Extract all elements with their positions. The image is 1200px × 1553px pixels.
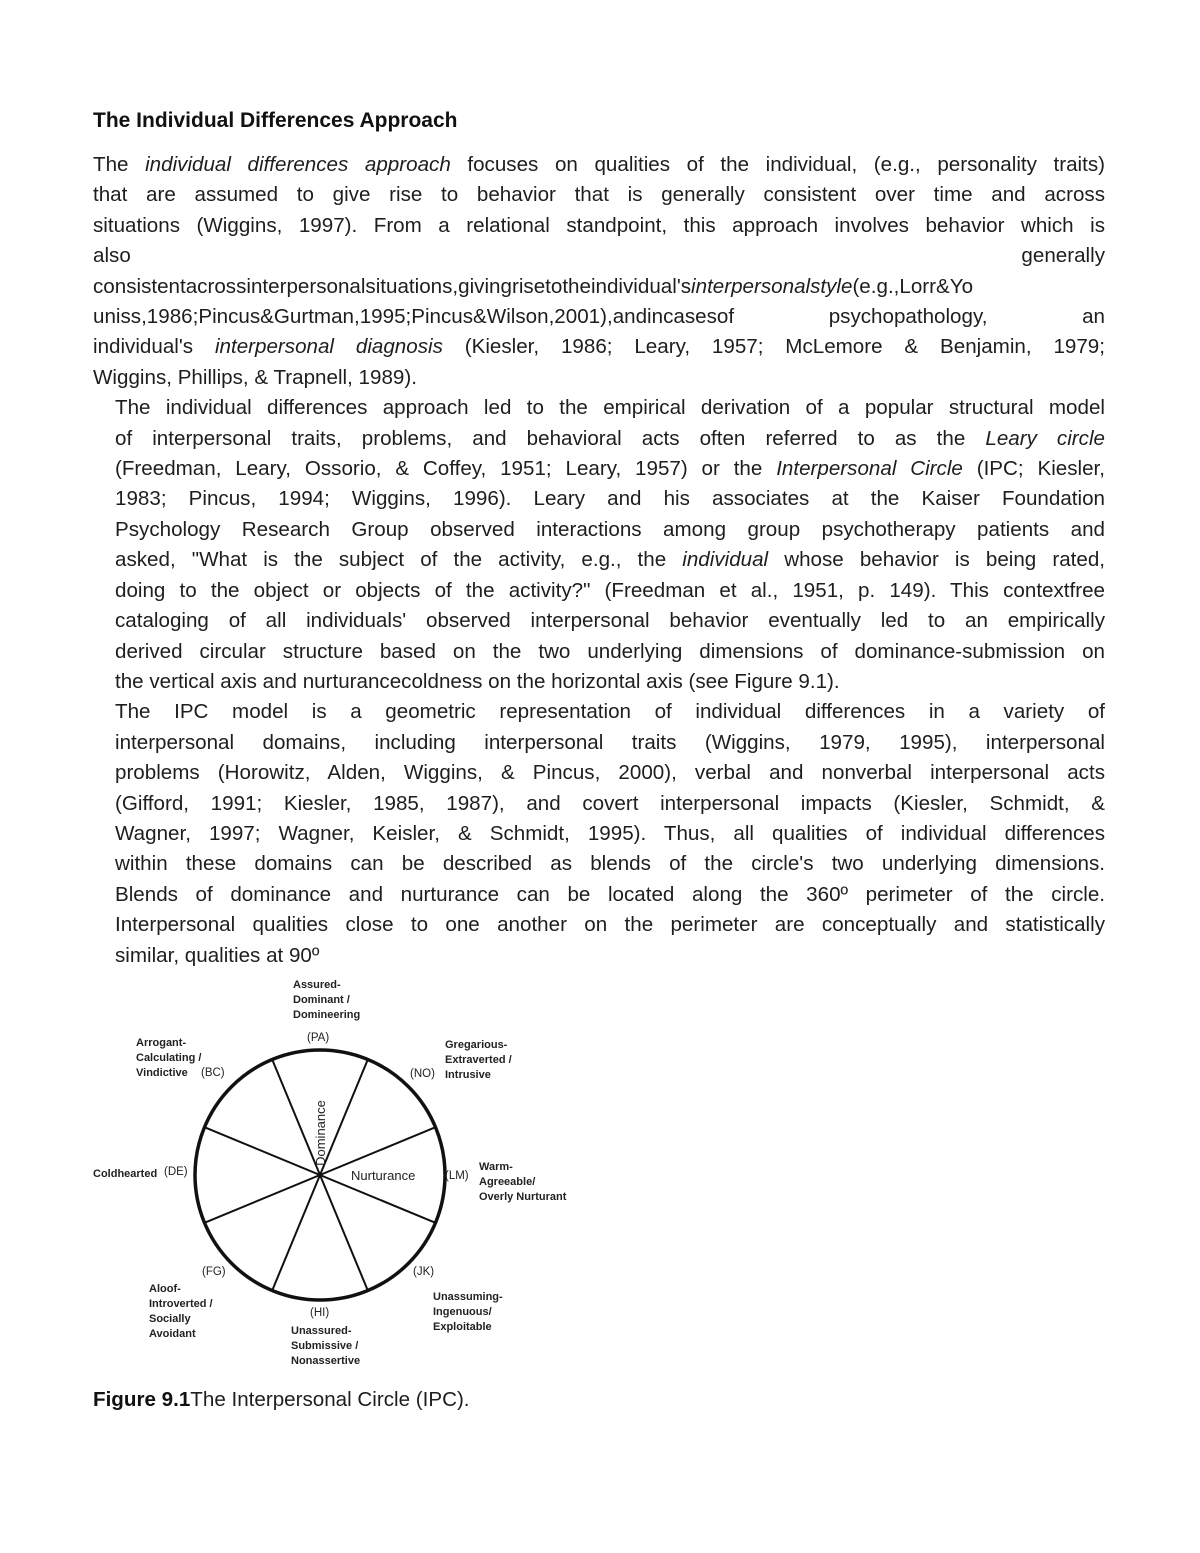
text-line: problems (Horowitz, Alden, Wiggins, & Pincus, 2000), verbal and nonverbal interpersonal acts	[115, 761, 1105, 785]
octant-label-jk: Unassuming- Ingenuous/ Exploitable	[433, 1291, 503, 1333]
octant-label-pa: Assured- Dominant / Domineering	[293, 979, 361, 1021]
octant-label-bc: Arrogant- Calculating / Vindictive	[136, 1037, 202, 1079]
octant-code-bc: (BC)	[201, 1067, 225, 1079]
octant-label-lm: Warm- Agreeable/ Overly Nurturant	[479, 1161, 567, 1203]
text-line: similar, qualities at 90º	[115, 943, 320, 967]
text-line: Psychology Research Group observed interactions among group psychotherapy patients and	[115, 517, 1105, 541]
octant-label-hi: Unassured- Submissive / Nonassertive	[291, 1325, 361, 1367]
text-line: Blends of dominance and nurturance can be located along the 360º perimeter of the circle.	[115, 882, 1105, 906]
text-line: (Gifford, 1991; Kiesler, 1985, 1987), and covert interpersonal impacts (Kiesler, Schmidt, &	[115, 791, 1105, 815]
figure-caption-text: The Interpersonal Circle (IPC).	[190, 1388, 470, 1411]
text-line: (Freedman, Leary, Ossorio, & Coffey, 1951; Leary, 1957) or the Interpersonal Circle (IPC; Kiesler,	[115, 457, 1106, 481]
octant-code-hi: (HI)	[310, 1307, 330, 1319]
text-line: Wiggins, Phillips, & Trapnell, 1989).	[93, 365, 417, 389]
text-line: Wagner, 1997; Wagner, Keisler, & Schmidt, 1995). Thus, all qualities of individual differences	[115, 821, 1105, 845]
axis-label-dominance: Dominance	[313, 1100, 328, 1166]
text-line: that are assumed to give rise to behavior that is generally consistent over time and across	[93, 183, 1105, 207]
octant-label-no: Gregarious- Extraverted / Intrusive	[445, 1039, 512, 1081]
paragraph-2	[93, 393, 1105, 697]
text-line: uniss,1986;Pincus&Gurtman,1995;Pincus&Wilson,2001),andincasesof psychopathology, an	[93, 305, 1105, 329]
text-line: doing to the object or objects of the activity?" (Freedman et al., 1951, p. 149). This contextfree	[115, 578, 1105, 602]
text-line: The individual differences approach focuses on qualities of the individual, (e.g., personality traits)	[93, 153, 1106, 176]
paragraph-1	[93, 150, 1105, 393]
text-line: cataloging of all individuals' observed interpersonal behavior eventually led to an empirically	[115, 609, 1105, 633]
figure-caption-label: Figure 9.1	[93, 1388, 191, 1411]
text-line: consistentacrossinterpersonalsituations,givingrisetotheindividual'sinterpersonalstyle(e.g.,Lorr&Yo	[93, 274, 974, 298]
paragraph-3	[93, 697, 1105, 971]
document-page	[93, 106, 1105, 971]
text-line: Interpersonal qualities close to one another on the perimeter are conceptually and statistically	[115, 913, 1105, 937]
figure-caption	[93, 1388, 470, 1412]
text-line: within these domains can be described as blends of the circle's two underlying dimensions.	[115, 852, 1105, 876]
octant-code-no: (NO)	[410, 1068, 435, 1080]
axis-label-nurturance: Nurturance	[351, 1168, 416, 1183]
text-line: also generally	[93, 244, 1105, 268]
text-line: derived circular structure based on the two underlying dimensions of dominance-submission on	[115, 639, 1105, 663]
octant-code-lm: (LM)	[445, 1170, 469, 1182]
octant-label-de: Coldhearted	[93, 1168, 158, 1180]
octant-code-de: (DE)	[164, 1166, 188, 1178]
text-line: individual's interpersonal diagnosis (Kiesler, 1986; Leary, 1957; McLemore & Benjamin, 1979;	[93, 335, 1105, 359]
text-line: asked, "What is the subject of the activity, e.g., the individual whose behavior is being rated,	[115, 548, 1105, 572]
text-line: interpersonal domains, including interpersonal traits (Wiggins, 1979, 1995), interpersonal	[115, 730, 1105, 754]
text-line: The IPC model is a geometric representation of individual differences in a variety of	[115, 700, 1105, 724]
text-line: situations (Wiggins, 1997). From a relational standpoint, this approach involves behavior which is	[93, 213, 1105, 237]
octant-label-fg: Aloof- Introverted / Socially Avoidant	[149, 1283, 213, 1340]
octant-code-jk: (JK)	[413, 1266, 435, 1278]
text-line: the vertical axis and nurturancecoldness on the horizontal axis (see Figure 9.1).	[115, 669, 840, 693]
text-line: of interpersonal traits, problems, and behavioral acts often referred to as the Leary circle	[115, 426, 1105, 450]
octant-code-fg: (FG)	[202, 1266, 226, 1278]
section-heading: The Individual Differences Approach	[93, 109, 458, 132]
text-line: 1983; Pincus, 1994; Wiggins, 1996). Leary and his associates at the Kaiser Foundation	[115, 487, 1105, 511]
text-line: The individual differences approach led to the empirical derivation of a popular structural model	[115, 396, 1105, 420]
octant-code-pa: (PA)	[307, 1032, 330, 1044]
interpersonal-circle-figure	[93, 970, 613, 1375]
